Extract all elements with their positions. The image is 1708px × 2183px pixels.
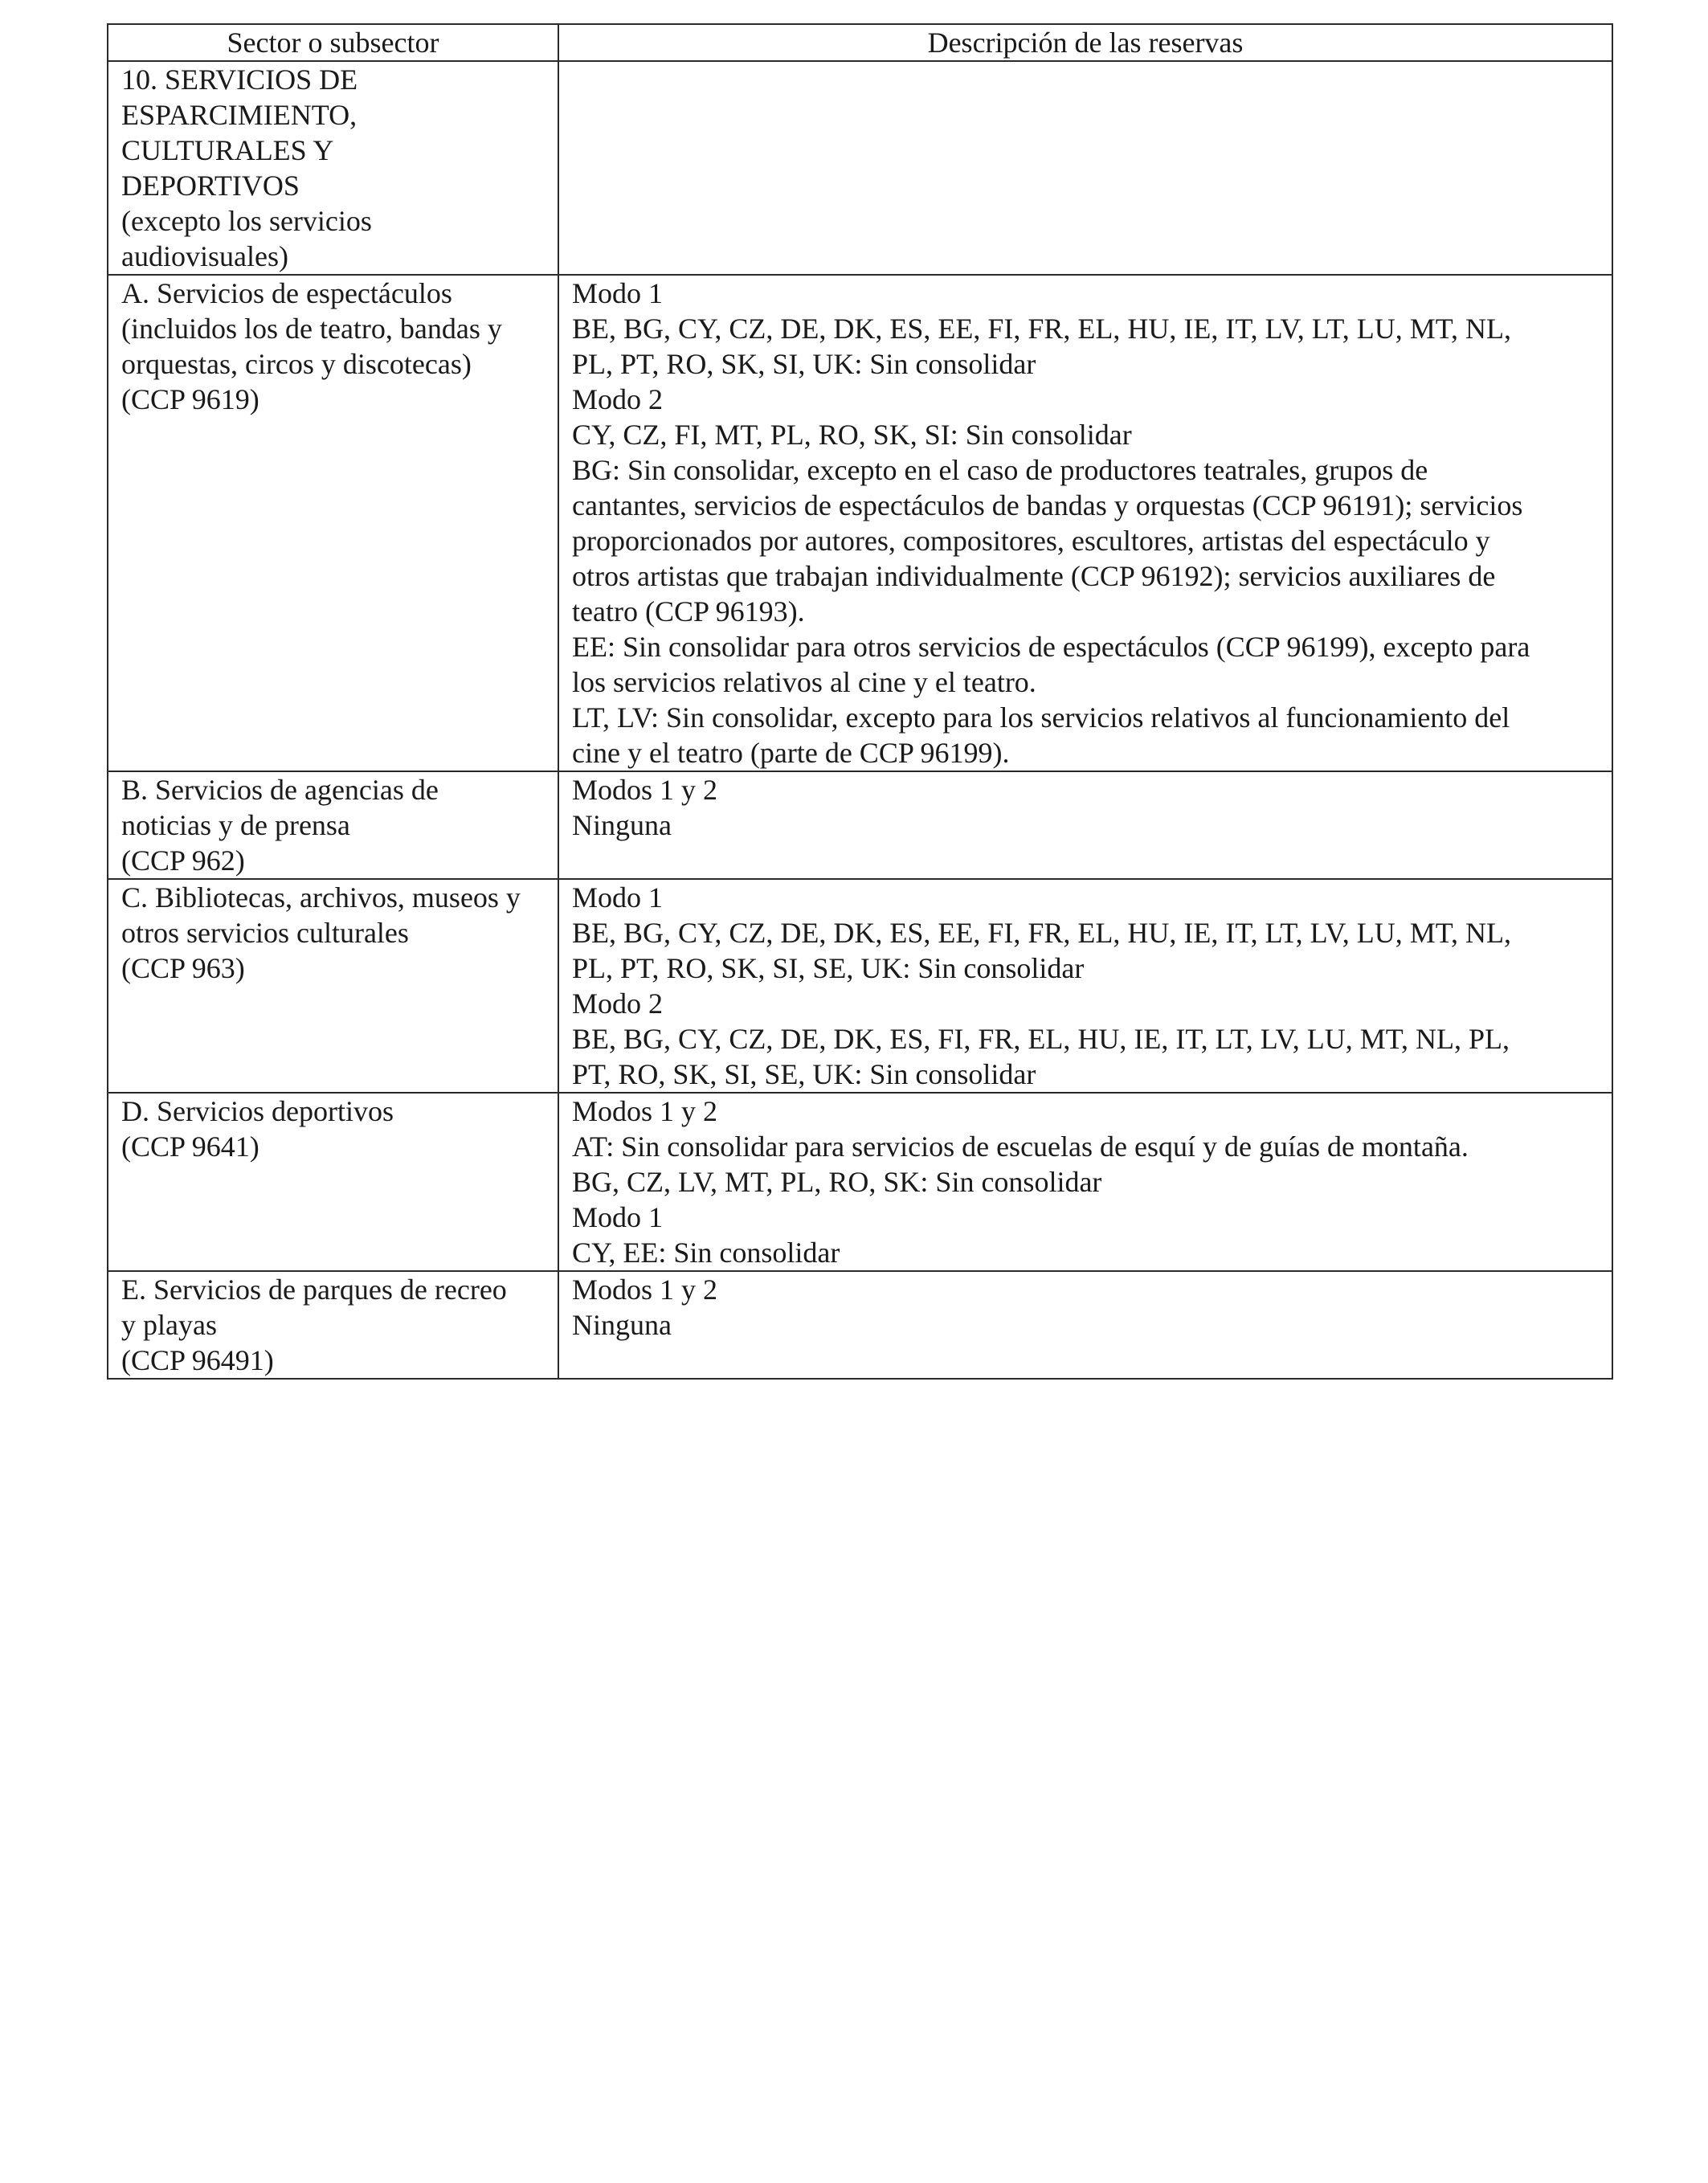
- sector-cell: [108, 275, 558, 771]
- description-cell: [558, 1271, 1612, 1379]
- sector-cell: [108, 879, 558, 1093]
- table-row: [108, 771, 1612, 879]
- sector-line: E. Servicios de parques de recreo: [121, 1273, 507, 1306]
- description-cell: [558, 771, 1612, 879]
- description-line: Ninguna: [572, 1309, 672, 1341]
- description-line: CY, CZ, FI, MT, PL, RO, SK, SI: Sin consolidar: [572, 419, 1132, 451]
- table-row: [108, 61, 1612, 275]
- description-line: CY, EE: Sin consolidar: [572, 1237, 840, 1269]
- table-row: [108, 275, 1612, 771]
- sector-line: orquestas, circos y discotecas): [121, 348, 472, 380]
- description-line: los servicios relativos al cine y el teatro.: [572, 666, 1036, 698]
- header-description: Descripción de las reservas: [558, 24, 1612, 61]
- sector-line: (CCP 962): [121, 844, 245, 877]
- description-line: PL, PT, RO, SK, SI, SE, UK: Sin consolidar: [572, 952, 1085, 984]
- reservations-table: [107, 23, 1613, 1380]
- sector-line: audiovisuales): [121, 240, 288, 272]
- sector-line: (CCP 9619): [121, 383, 259, 415]
- description-cell: [558, 1093, 1612, 1271]
- sector-cell: [108, 771, 558, 879]
- description-line: Modo 1: [572, 1201, 664, 1233]
- description-line: cantantes, servicios de espectáculos de bandas y orquestas (CCP 96191); servicios: [572, 489, 1523, 521]
- description-line: BG, CZ, LV, MT, PL, RO, SK: Sin consolidar: [572, 1166, 1102, 1198]
- sector-line: otros servicios culturales: [121, 917, 409, 949]
- description-line: Modos 1 y 2: [572, 774, 718, 806]
- description-cell: [558, 879, 1612, 1093]
- table-row: [108, 1093, 1612, 1271]
- sector-cell: [108, 1093, 558, 1271]
- sector-line: (CCP 96491): [121, 1344, 274, 1376]
- description-line: Modos 1 y 2: [572, 1273, 718, 1306]
- description-line: Modos 1 y 2: [572, 1095, 718, 1127]
- header-sector: Sector o subsector: [108, 24, 558, 61]
- description-line: PT, RO, SK, SI, SE, UK: Sin consolidar: [572, 1058, 1036, 1090]
- table-row: [108, 1271, 1612, 1379]
- description-line: AT: Sin consolidar para servicios de escuelas de esquí y de guías de montaña.: [572, 1130, 1469, 1163]
- table-row: [108, 879, 1612, 1093]
- header-row: [108, 24, 1612, 61]
- sector-line: y playas: [121, 1309, 217, 1341]
- description-line: LT, LV: Sin consolidar, excepto para los servicios relativos al funcionamiento del: [572, 701, 1510, 734]
- description-line: BE, BG, CY, CZ, DE, DK, ES, FI, FR, EL, HU, IE, IT, LT, LV, LU, MT, NL, PL,: [572, 1023, 1510, 1055]
- description-cell: [558, 275, 1612, 771]
- sector-line: (CCP 963): [121, 952, 245, 984]
- sector-line: (CCP 9641): [121, 1130, 259, 1163]
- sector-cell: [108, 61, 558, 275]
- description-line: Modo 2: [572, 987, 664, 1020]
- sector-line: A. Servicios de espectáculos: [121, 277, 452, 309]
- sector-line: (incluidos los de teatro, bandas y: [121, 313, 502, 345]
- sector-line: B. Servicios de agencias de: [121, 774, 439, 806]
- description-line: teatro (CCP 96193).: [572, 595, 805, 628]
- description-line: Ninguna: [572, 809, 672, 841]
- description-line: PL, PT, RO, SK, SI, UK: Sin consolidar: [572, 348, 1036, 380]
- sector-line: C. Bibliotecas, archivos, museos y: [121, 881, 521, 914]
- sector-line: CULTURALES Y: [121, 134, 334, 166]
- sector-line: 10. SERVICIOS DE: [121, 63, 358, 96]
- description-line: BE, BG, CY, CZ, DE, DK, ES, EE, FI, FR, EL, HU, IE, IT, LT, LV, LU, MT, NL,: [572, 917, 1512, 949]
- description-line: EE: Sin consolidar para otros servicios de espectáculos (CCP 96199), excepto para: [572, 631, 1530, 663]
- sector-line: noticias y de prensa: [121, 809, 350, 841]
- sector-cell: [108, 1271, 558, 1379]
- description-cell: [558, 61, 1612, 275]
- sector-line: ESPARCIMIENTO,: [121, 99, 358, 131]
- sector-line: D. Servicios deportivos: [121, 1095, 394, 1127]
- description-line: otros artistas que trabajan individualmente (CCP 96192); servicios auxiliares de: [572, 560, 1496, 592]
- sector-line: (excepto los servicios: [121, 205, 372, 237]
- sector-line: DEPORTIVOS: [121, 170, 300, 202]
- description-line: BE, BG, CY, CZ, DE, DK, ES, EE, FI, FR, EL, HU, IE, IT, LV, LT, LU, MT, NL,: [572, 313, 1512, 345]
- description-line: Modo 1: [572, 277, 664, 309]
- description-line: BG: Sin consolidar, excepto en el caso de productores teatrales, grupos de: [572, 454, 1428, 486]
- description-line: Modo 1: [572, 881, 664, 914]
- description-line: cine y el teatro (parte de CCP 96199).: [572, 737, 1010, 769]
- description-line: proporcionados por autores, compositores, escultores, artistas del espectáculo y: [572, 525, 1490, 557]
- description-line: Modo 2: [572, 383, 664, 415]
